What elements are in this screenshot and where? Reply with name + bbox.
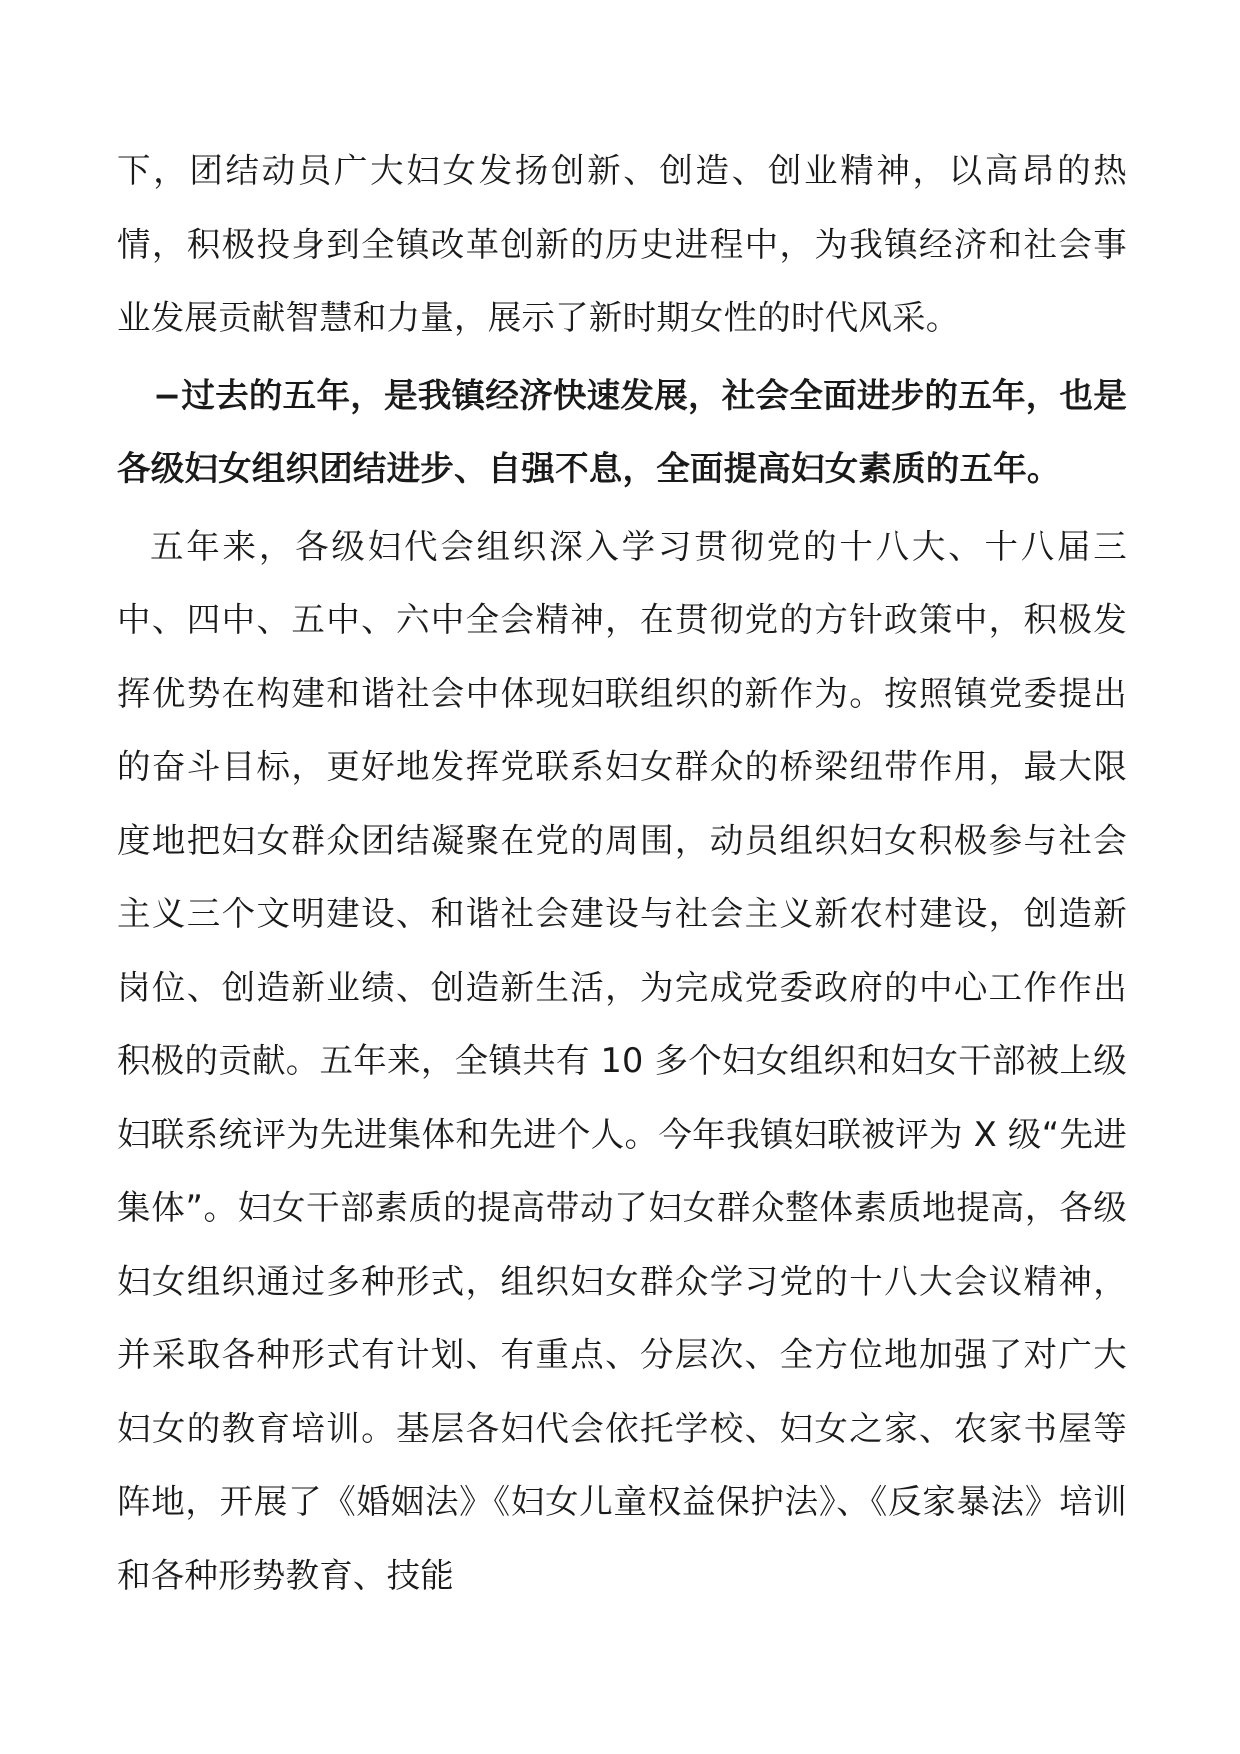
document-body: [117, 134, 1127, 1612]
section-heading: −过去的五年，是我镇经济快速发展，社会全面进步的五年，也是各级妇女组织团结进步、自强不息，全面提高妇女素质的五年。: [117, 375, 1127, 488]
continuation-paragraph: 下，团结动员广大妇女发扬创新、创造、创业精神，以高昂的热情，积极投身到全镇改革创新的历史进程中，为我镇经济和社会事业发展贡献智慧和力量，展示了新时期女性的时代风采。: [117, 151, 1127, 337]
body-paragraph: 五年来，各级妇代会组织深入学习贯彻党的十八大、十八届三中、四中、五中、六中全会精神，在贯彻党的方针政策中，积极发挥优势在构建和谐社会中体现妇联组织的新作为。按照镇党委提出的奋斗目标，更好地发挥党联系妇女群众的桥梁纽带作用，最大限度地把妇女群众团结凝聚在党的周围，动员组织妇女积极参与社会主义三个文明建设、和谐社会建设与社会主义新农村建设，创造新岗位、创造新业绩、创造新生活，为完成党委政府的中心工作作出积极的贡献。五年来，全镇共有 10 多个妇女组织和妇女干部被上级妇联系统评为先进集体和先进个人。今年我镇妇联被评为 X 级“先进集体”。妇女干部素质的提高带动了妇女群众整体素质地提高，各级妇女组织通过多种形式，组织妇女群众学习党的十八大会议精神，并采取各种形式有计划、有重点、分层次、全方位地加强了对广大妇女的教育培训。基层各妇代会依托学校、妇女之家、农家书屋等阵地，开展了《婚姻法》《妇女儿童权益保护法》、《反家暴法》培训和各种形势教育、技能: [117, 526, 1127, 1595]
